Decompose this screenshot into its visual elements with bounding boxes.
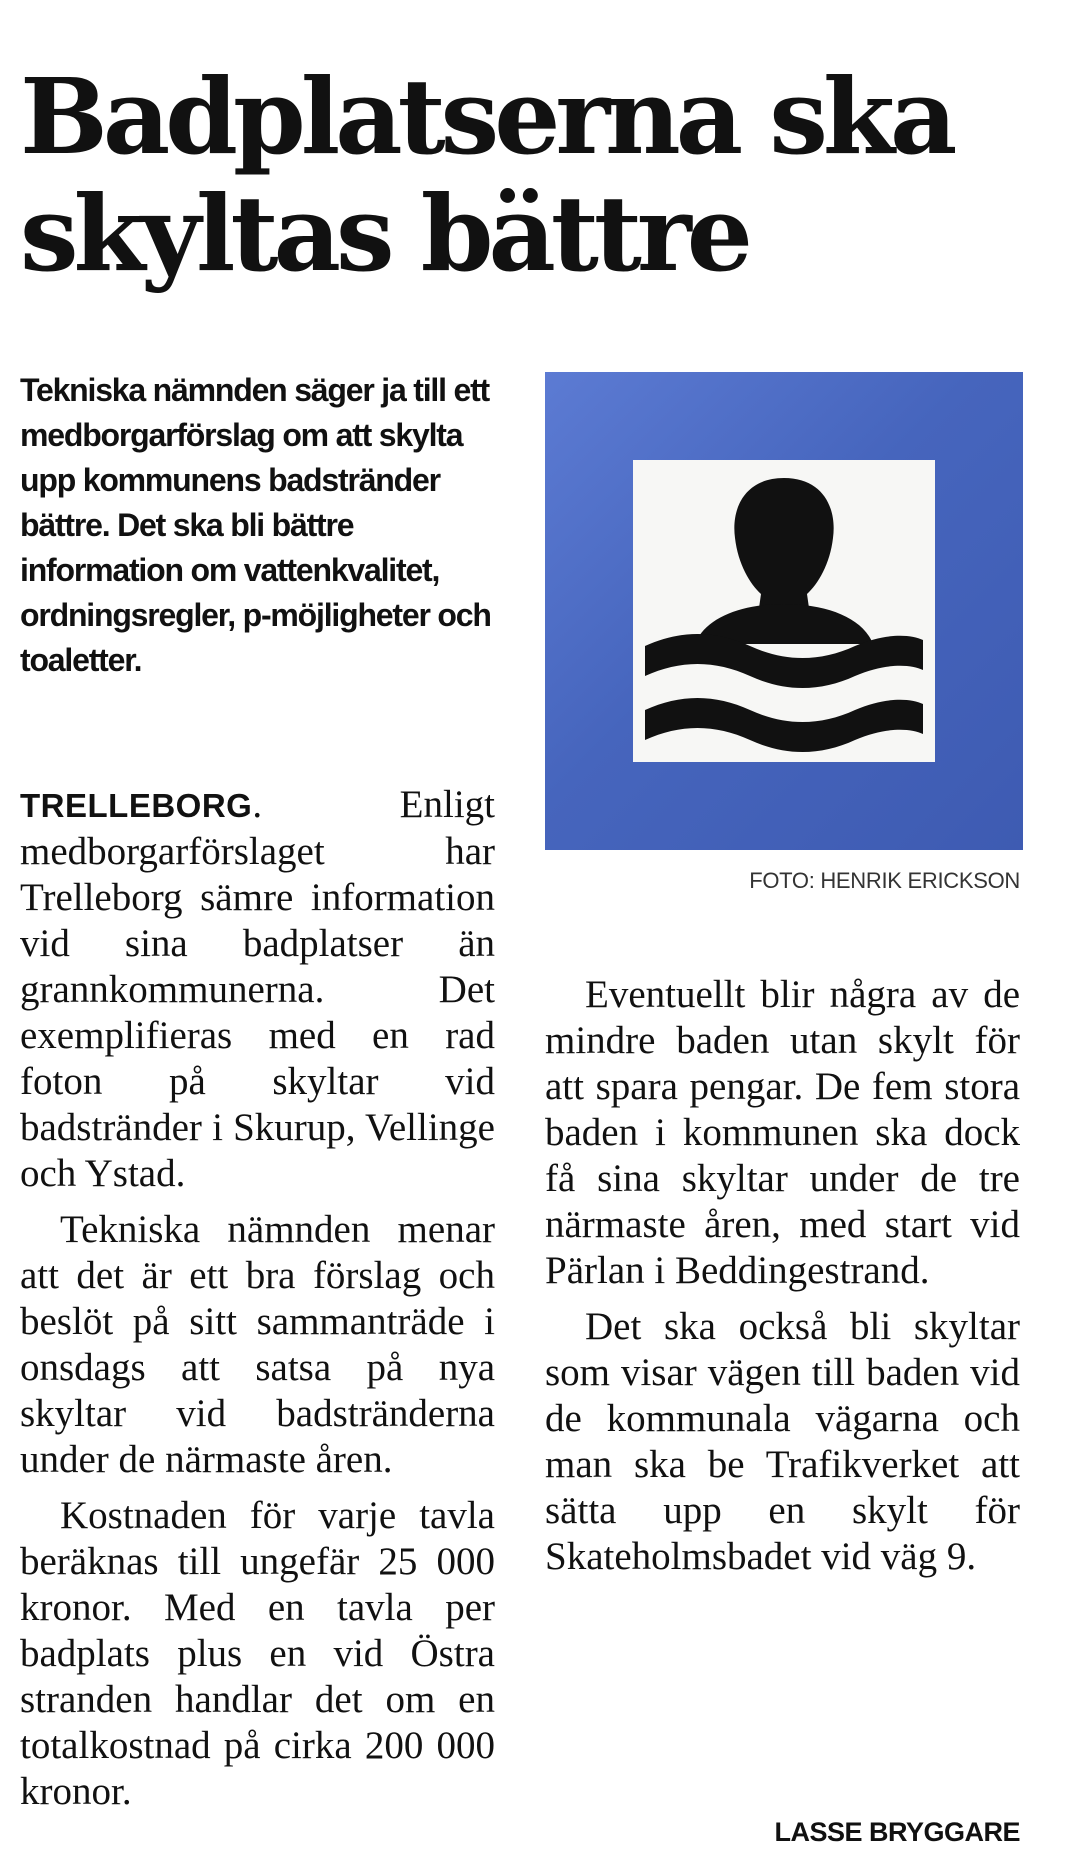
photo-bathing-sign (545, 372, 1023, 850)
body-paragraph-1 (20, 782, 495, 1197)
lead-paragraph: Tekniska nämnden säger ja till ett medborgarförslag om att skylta upp kommunens badstränder bättre. Det ska bli bättre information om vattenkvalitet, ordningsregler, p-möjligheter och toaletter. (20, 372, 491, 678)
body-column-2 (545, 972, 1020, 1590)
body-paragraph-4: Eventuellt blir några av de mindre baden utan skylt för att spara pengar. De fem stora baden i kommunen ska dock få sina skyltar under de tre närmaste åren, med start vid Pärlan i Beddingestrand. (545, 973, 1020, 1292)
body-paragraph-3: Kostnaden för varje tavla beräknas till ungefär 25 000 kronor. Med en tavla per badplats plus en vid Östra stranden handlar det om en totalkostnad på cirka 200 000 kronor. (20, 1494, 495, 1813)
swimmer-sign-icon (545, 372, 1023, 850)
dateline: TRELLEBORG (20, 787, 253, 824)
photo-credit: FOTO: HENRIK ERICKSON (749, 868, 1020, 893)
body-paragraph-5: Det ska också bli skyltar som visar vägen till baden vid de kommunala vägarna och man ska be Trafikverket att sätta upp en skylt för Skateholmsbadet vid väg 9. (545, 1305, 1020, 1578)
body-paragraph-2: Tekniska nämnden menar att det är ett bra förslag och beslöt på sitt sammanträde i onsdags att satsa på nya skyltar vid badstränderna under de närmaste åren. (20, 1208, 495, 1481)
headline: Badplatserna ska skyltas bättre (20, 55, 953, 295)
body-text-1: . Enligt medborgarförslaget har Trelleborg sämre information vid sina badplatser än grannkommunerna. Det exemplifieras med en rad foton på skyltar vid badstränder i Skurup, Vellinge och Ystad. (20, 783, 495, 1195)
body-column-1 (20, 782, 495, 1825)
byline: LASSE BRYGGARE (774, 1817, 1020, 1847)
